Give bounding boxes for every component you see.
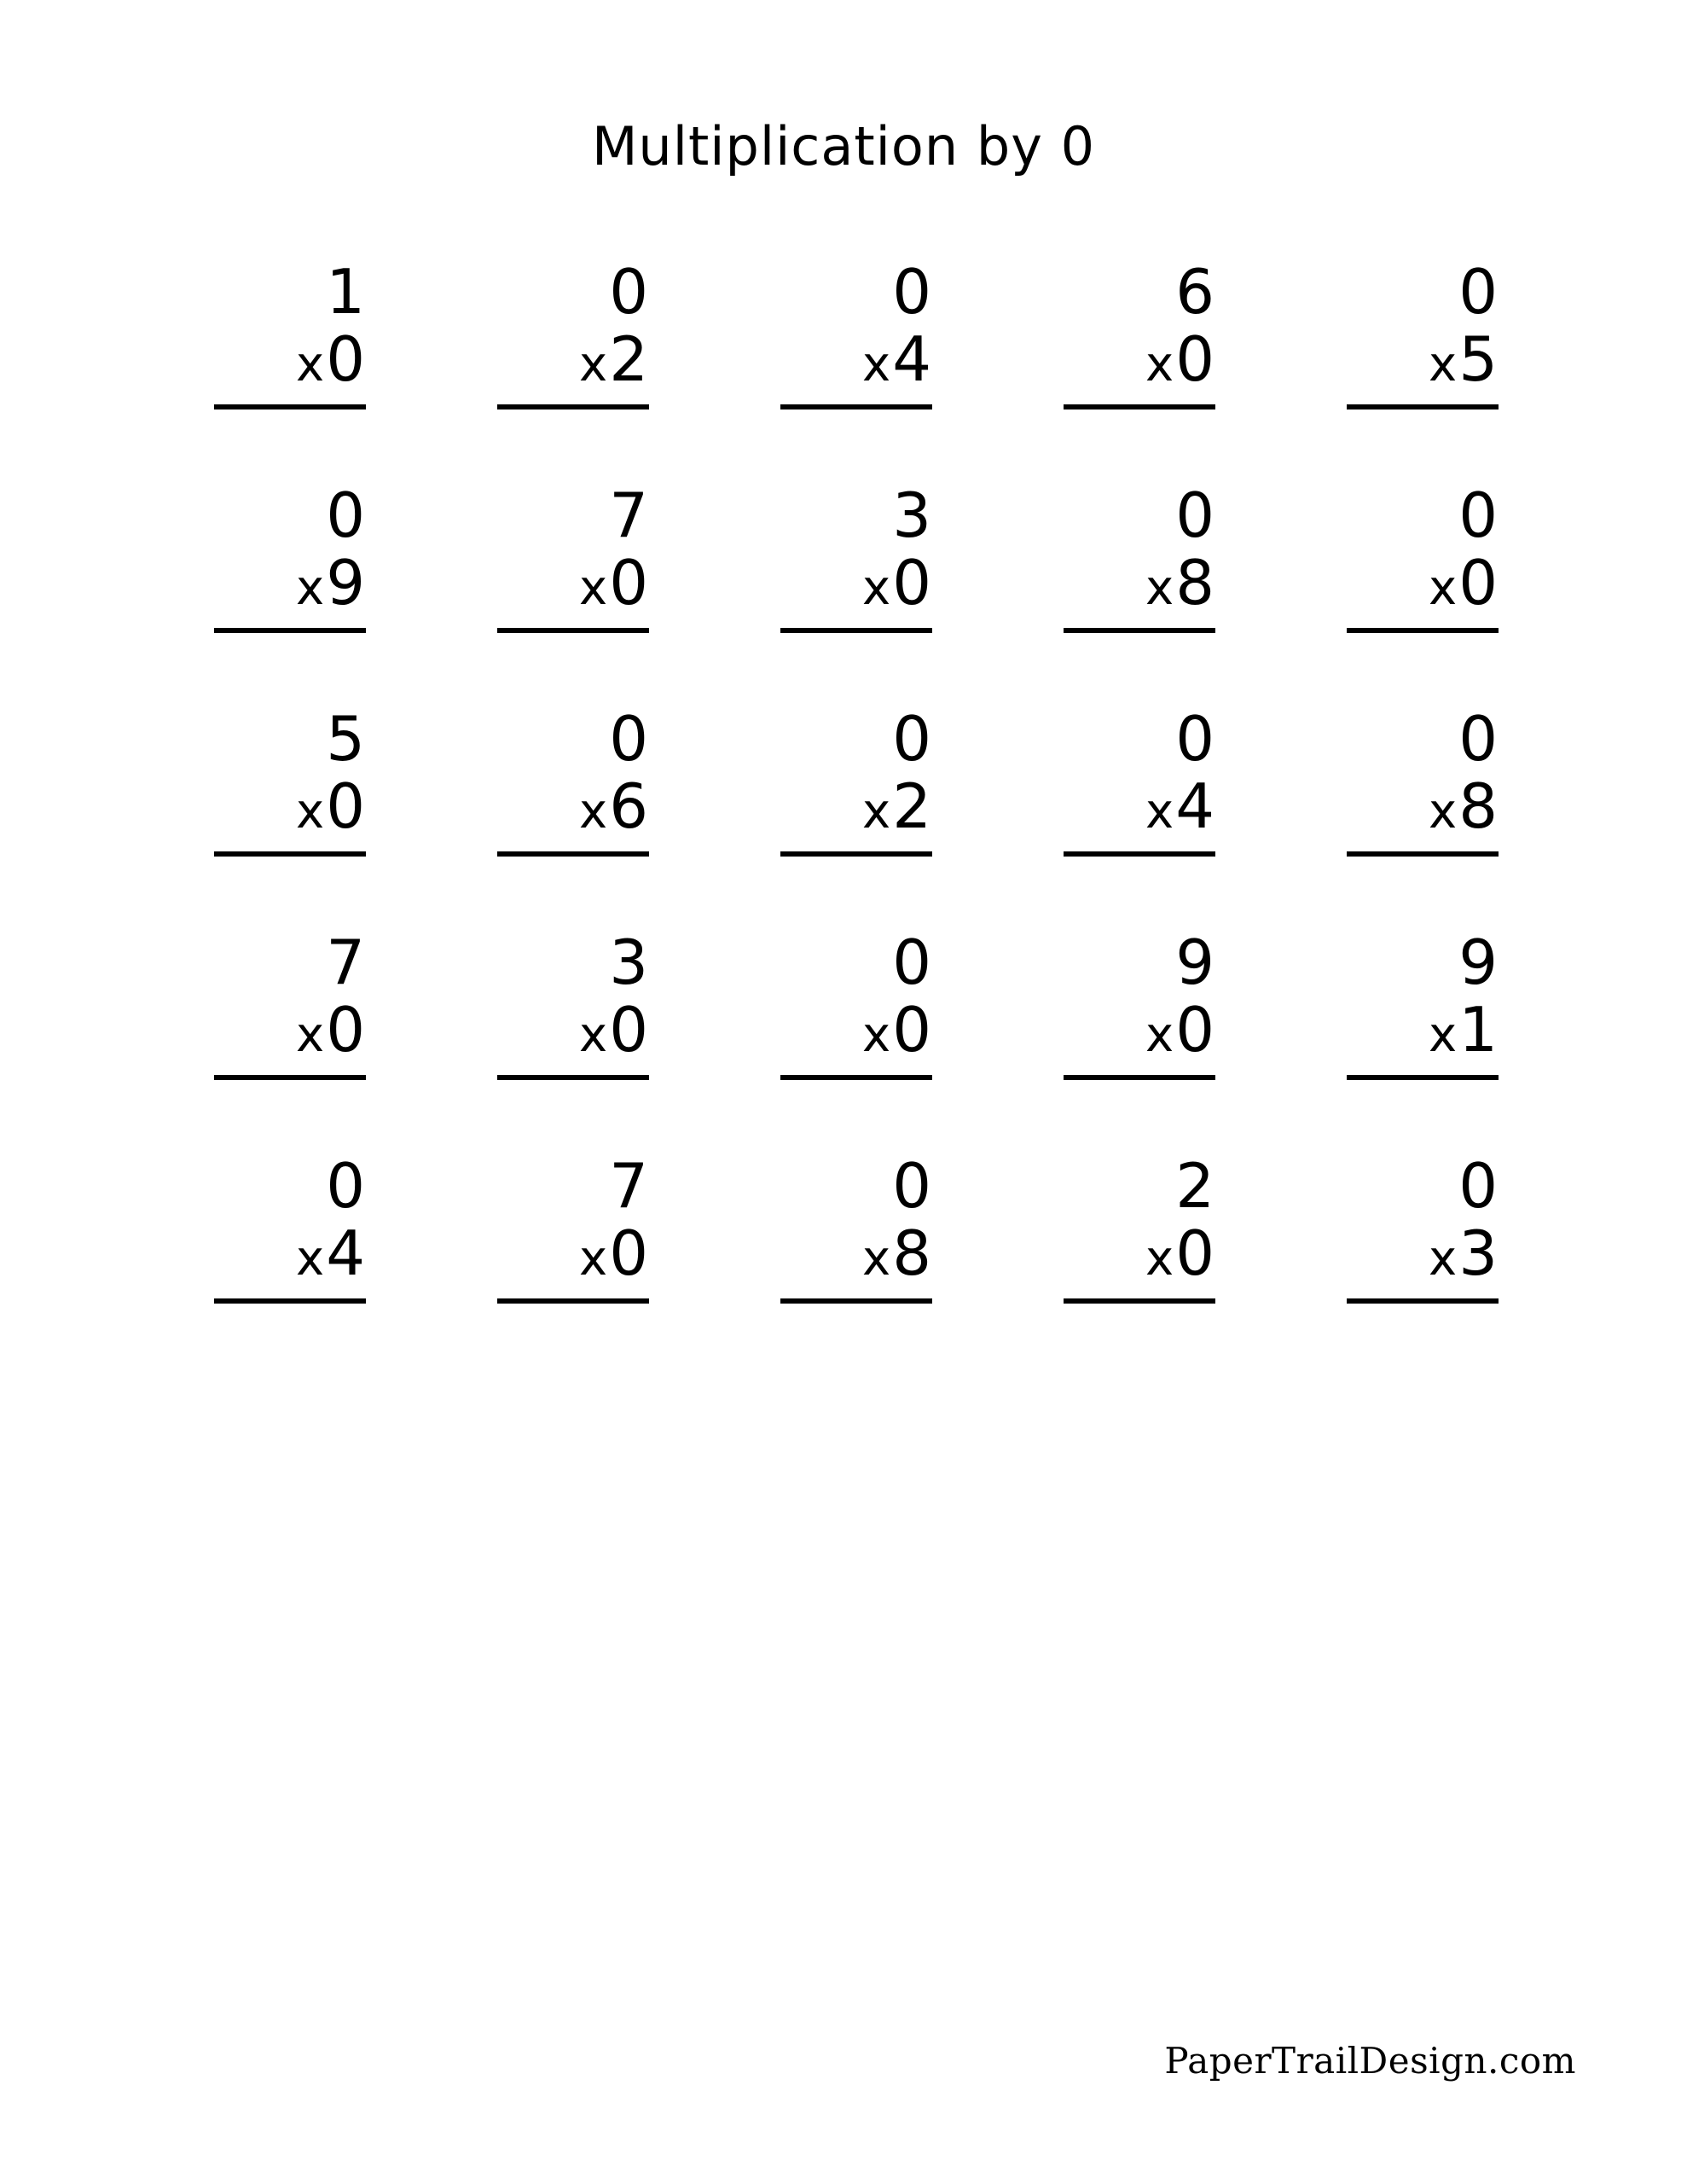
multiplication-sign: x [296,337,327,392]
operand-bottom [1429,549,1499,623]
operand-top: 7 [609,479,649,551]
multiplication-sign: x [1145,1231,1176,1287]
operand-bottom [1429,325,1499,399]
answer-rule [1347,851,1499,857]
problem-item [702,258,985,482]
operand-bottom [1145,549,1215,623]
operand-bottom [1145,996,1215,1070]
operand-bottom [296,1219,366,1293]
operand-top: 2 [1175,1150,1215,1222]
answer-rule [780,1075,932,1080]
answer-rule [1064,404,1215,410]
operand-bottom-value: 5 [1458,323,1499,395]
problem-item [702,703,985,929]
multiplication-sign: x [1145,337,1176,392]
operand-bottom-value: 4 [326,1217,366,1289]
operand-top: 1 [326,256,366,328]
problem-item [985,926,1268,1153]
answer-rule [214,1075,366,1080]
multiplication-sign: x [296,561,327,616]
operand-top: 7 [326,926,366,998]
multiplication-sign: x [1429,337,1459,392]
operand-top: 6 [1175,256,1215,328]
answer-rule [497,1075,649,1080]
multiplication-sign: x [579,1008,610,1063]
operand-top: 0 [1458,703,1499,775]
answer-rule [780,1298,932,1304]
answer-rule [214,628,366,633]
operand-bottom-value: 0 [892,547,932,619]
operand-bottom [862,549,932,623]
answer-rule [780,851,932,857]
operand-top: 0 [609,703,649,775]
operand-bottom [579,772,649,846]
operand-top: 3 [609,926,649,998]
problem-item [985,479,1268,706]
problem-item [419,258,702,482]
multiplication-sign: x [862,561,893,616]
operand-bottom-value: 0 [1175,1217,1215,1289]
answer-rule [1347,404,1499,410]
answer-rule [1347,1298,1499,1304]
operand-bottom [579,549,649,623]
operand-bottom [1429,996,1499,1070]
multiplication-sign: x [296,784,327,839]
operand-bottom [1429,1219,1499,1293]
operand-bottom-value: 0 [326,770,366,842]
operand-bottom-value: 0 [326,994,366,1066]
operand-bottom [296,325,366,399]
operand-bottom-value: 0 [609,994,649,1066]
problem-item [136,926,419,1153]
multiplication-sign: x [1429,561,1459,616]
operand-bottom [1145,325,1215,399]
problem-item [136,1150,419,1376]
operand-top: 9 [1458,926,1499,998]
operand-bottom-value: 8 [1458,770,1499,842]
answer-rule [1064,851,1215,857]
multiplication-sign: x [1145,561,1176,616]
multiplication-sign: x [1429,784,1459,839]
multiplication-sign: x [862,1008,893,1063]
problem-item [702,1150,985,1376]
operand-bottom-value: 2 [892,770,932,842]
operand-bottom [862,1219,932,1293]
answer-rule [497,404,649,410]
operand-top: 0 [326,479,366,551]
operand-top: 0 [892,1150,932,1222]
multiplication-sign: x [579,784,610,839]
problem-item [136,258,419,482]
operand-bottom [1429,772,1499,846]
multiplication-sign: x [1145,784,1176,839]
answer-rule [780,628,932,633]
answer-rule [780,404,932,410]
problem-item [985,1150,1268,1376]
operand-bottom-value: 4 [1175,770,1215,842]
operand-bottom-value: 8 [1175,547,1215,619]
operand-bottom-value: 0 [1175,994,1215,1066]
problem-item [702,926,985,1153]
multiplication-sign: x [296,1008,327,1063]
answer-rule [1347,628,1499,633]
multiplication-sign: x [1145,1008,1176,1063]
operand-bottom [296,549,366,623]
problem-item [702,479,985,706]
operand-top: 0 [892,256,932,328]
operand-bottom-value: 6 [609,770,649,842]
answer-rule [214,1298,366,1304]
operand-top: 0 [609,256,649,328]
problem-item [985,258,1268,482]
operand-top: 0 [892,703,932,775]
operand-top: 0 [1458,479,1499,551]
multiplication-sign: x [1429,1231,1459,1287]
answer-rule [214,404,366,410]
operand-bottom-value: 1 [1458,994,1499,1066]
operand-top: 3 [892,479,932,551]
answer-rule [214,851,366,857]
operand-bottom-value: 0 [1458,547,1499,619]
problem-item [1268,926,1551,1153]
answer-rule [1064,1075,1215,1080]
problem-grid [136,177,1551,1376]
multiplication-sign: x [579,337,610,392]
operand-top: 5 [326,703,366,775]
operand-bottom [1145,772,1215,846]
multiplication-sign: x [862,337,893,392]
footer-attribution: PaperTrailDesign.com [1164,2040,1576,2082]
operand-top: 0 [1175,703,1215,775]
multiplication-sign: x [296,1231,327,1287]
operand-bottom-value: 9 [326,547,366,619]
problem-item [136,703,419,929]
operand-bottom-value: 0 [609,547,649,619]
answer-rule [1347,1075,1499,1080]
operand-bottom-value: 0 [1175,323,1215,395]
answer-rule [497,1298,649,1304]
operand-bottom-value: 3 [1458,1217,1499,1289]
operand-top: 0 [326,1150,366,1222]
problem-item [1268,479,1551,706]
operand-bottom [862,772,932,846]
operand-top: 0 [1458,1150,1499,1222]
operand-bottom [296,996,366,1070]
operand-top: 0 [1175,479,1215,551]
multiplication-sign: x [1429,1008,1459,1063]
operand-bottom [862,325,932,399]
operand-top: 0 [892,926,932,998]
multiplication-sign: x [862,784,893,839]
multiplication-sign: x [862,1231,893,1287]
answer-rule [497,628,649,633]
operand-bottom [296,772,366,846]
problem-item [136,479,419,706]
problem-item [985,703,1268,929]
operand-bottom-value: 0 [609,1217,649,1289]
problem-item [419,1150,702,1376]
answer-rule [497,851,649,857]
operand-bottom [579,996,649,1070]
problem-item [419,703,702,929]
problem-item [419,479,702,706]
operand-bottom-value: 4 [892,323,932,395]
problem-item [1268,258,1551,482]
problem-item [1268,1150,1551,1376]
multiplication-sign: x [579,1231,610,1287]
operand-top: 7 [609,1150,649,1222]
operand-bottom [1145,1219,1215,1293]
operand-top: 9 [1175,926,1215,998]
answer-rule [1064,628,1215,633]
answer-rule [1064,1298,1215,1304]
problem-item [1268,703,1551,929]
operand-top: 0 [1458,256,1499,328]
page-title: Multiplication by 0 [591,115,1096,177]
operand-bottom [579,1219,649,1293]
operand-bottom-value: 0 [892,994,932,1066]
operand-bottom-value: 2 [609,323,649,395]
multiplication-sign: x [579,561,610,616]
operand-bottom [862,996,932,1070]
problem-item [419,926,702,1153]
operand-bottom-value: 0 [326,323,366,395]
operand-bottom-value: 8 [892,1217,932,1289]
operand-bottom [579,325,649,399]
